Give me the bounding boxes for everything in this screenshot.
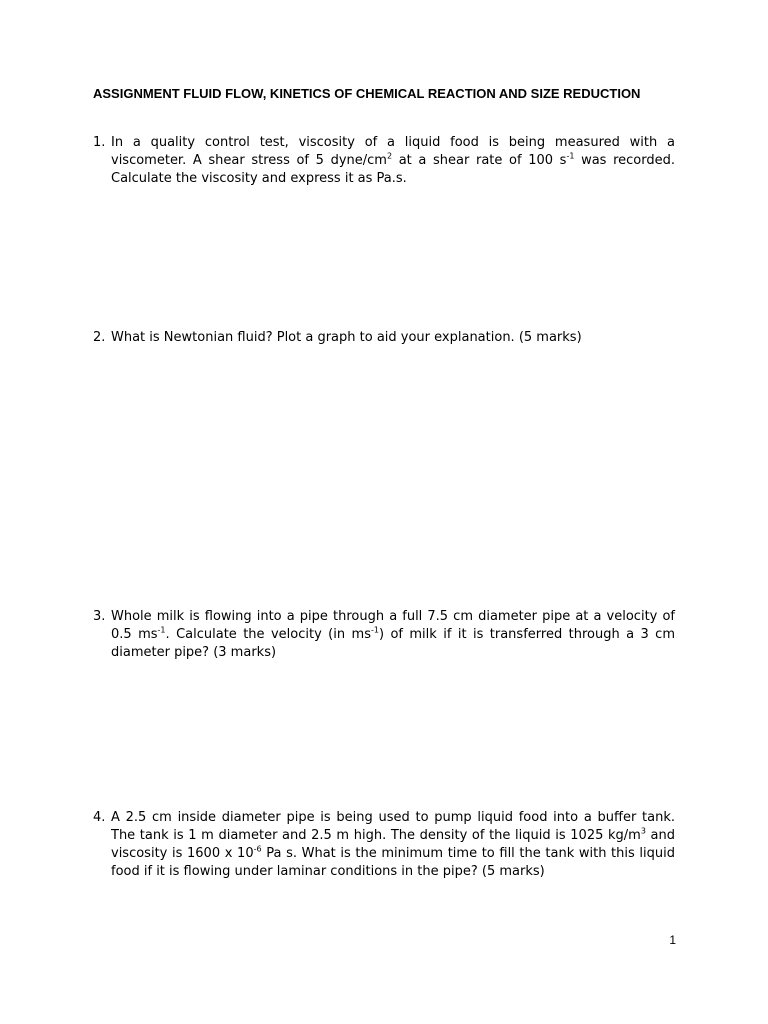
- superscript: -1: [157, 625, 166, 635]
- question-1-number: 1.: [93, 135, 106, 150]
- question-1-text-part: In a quality control test, viscosity of a liquid food is being measured with a viscometer. A shear stress of 5 dyne/cm: [111, 135, 675, 168]
- question-1-text-part: at a shear rate of 100 s: [392, 153, 567, 168]
- question-3-text: [111, 608, 675, 662]
- question-1-text-part: was recorded. Calculate the viscosity and express it as Pa.s.: [111, 153, 675, 186]
- question-3-text-part: Whole milk is flowing into a pipe through a full 7.5 cm diameter pipe at a velocity of 0.5 ms: [111, 609, 675, 642]
- question-4-text-part: A 2.5 cm inside diameter pipe is being used to pump liquid food into a buffer tank. The tank is 1 m diameter and 2.5 m high. The density of the liquid is 1025 kg/m: [111, 810, 675, 843]
- question-3-number: 3.: [93, 609, 106, 624]
- question-1-text: [111, 134, 675, 188]
- superscript: -1: [566, 151, 575, 161]
- superscript: 3: [640, 826, 646, 836]
- question-4: [93, 809, 675, 881]
- question-2-text: [111, 329, 675, 347]
- question-4-number: 4.: [93, 810, 106, 825]
- superscript: -6: [253, 844, 262, 854]
- question-3-text-part: ) of milk if it is transferred through a 3 cm diameter pipe? (3 marks): [111, 627, 675, 660]
- superscript: 2: [386, 151, 393, 161]
- question-2-text-part: What is Newtonian fluid? Plot a graph to aid your explanation. (5 marks): [111, 330, 582, 345]
- assignment-title: ASSIGNMENT FLUID FLOW, KINETICS OF CHEMICAL REACTION AND SIZE REDUCTION: [93, 86, 641, 101]
- question-3: [93, 608, 675, 662]
- question-1: [93, 134, 675, 188]
- question-2: [93, 329, 675, 347]
- question-2-number: 2.: [93, 330, 106, 345]
- question-4-text-part: Pa s. What is the minimum time to fill the tank with this liquid food if it is flowing under laminar conditions in the pipe? (5 marks): [111, 846, 675, 879]
- question-4-text: [111, 809, 675, 881]
- question-3-text-part: . Calculate the velocity (in ms: [165, 627, 371, 642]
- superscript: -1: [370, 625, 379, 635]
- page-number: 1: [669, 933, 676, 947]
- question-4-text-part: and viscosity is 1600 x 10: [111, 828, 676, 861]
